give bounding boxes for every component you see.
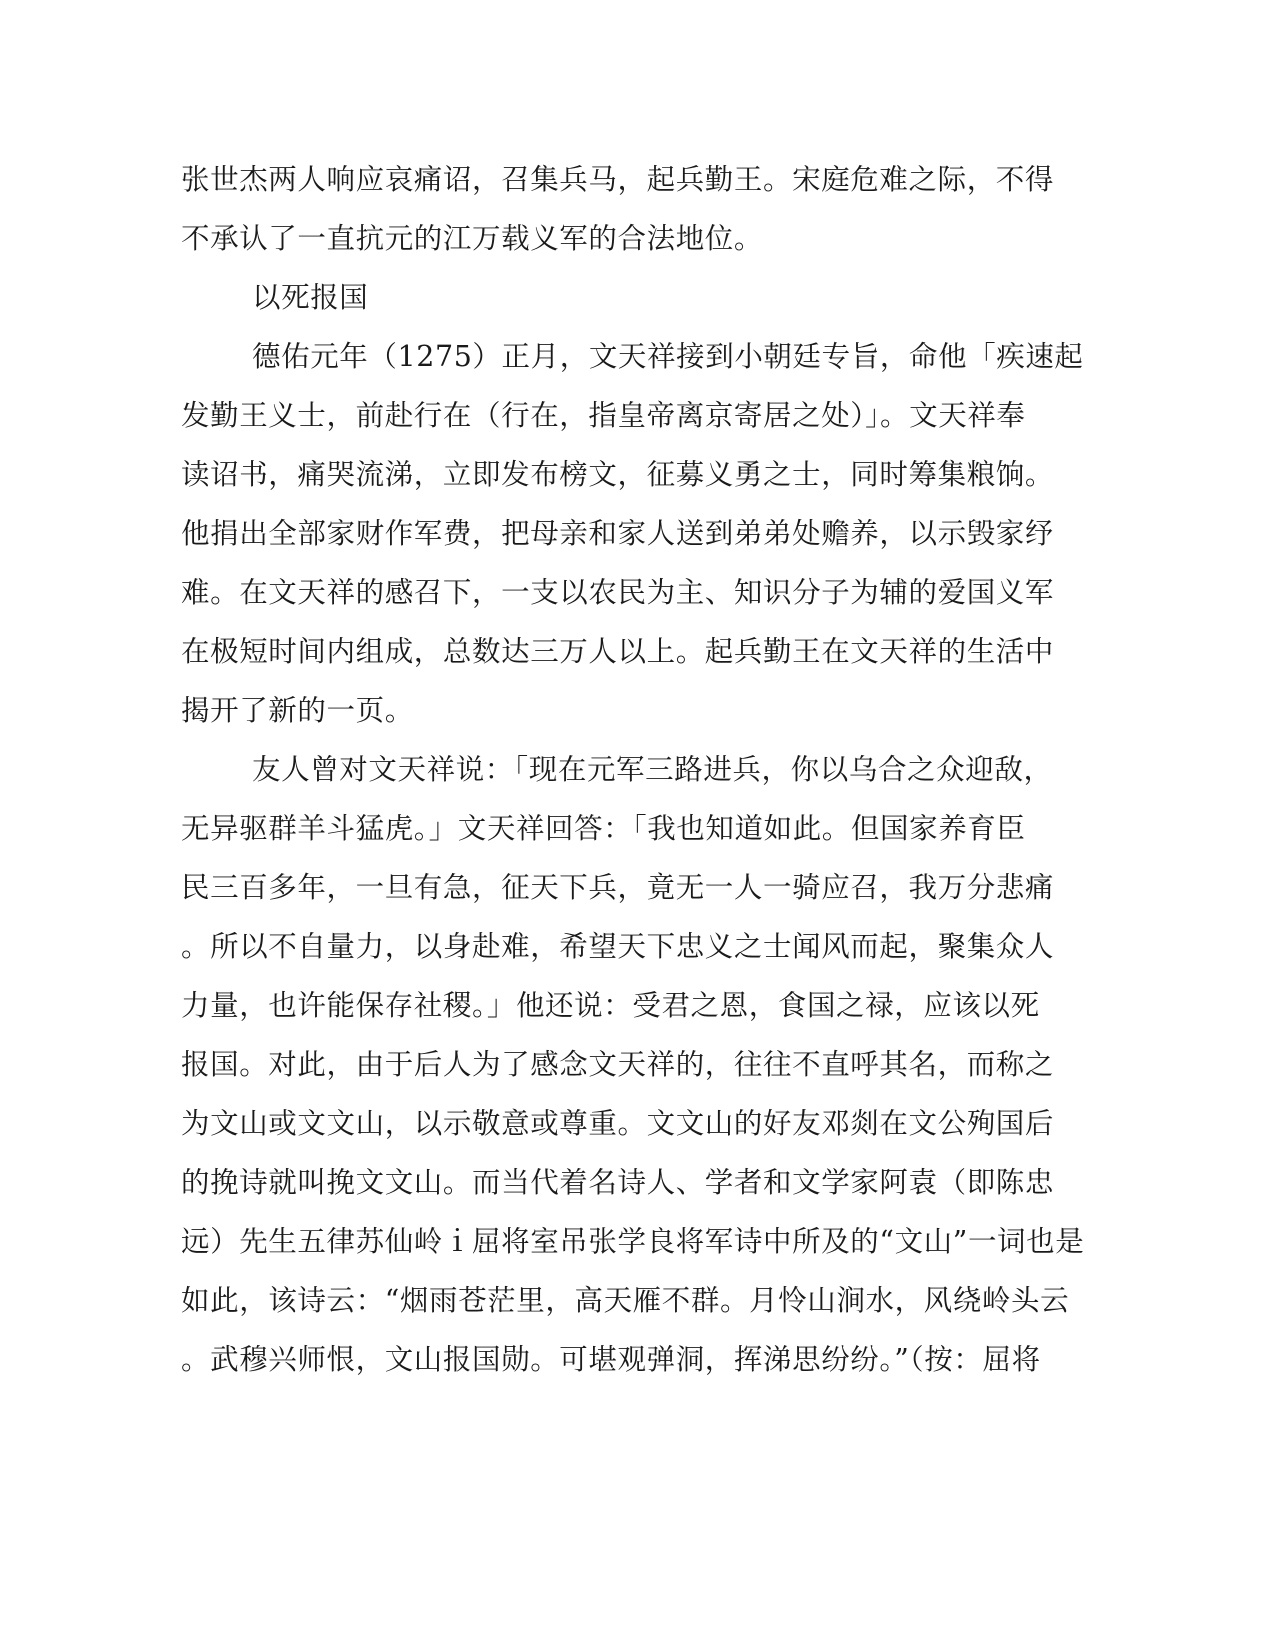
section-heading: 以死报国 [252, 281, 369, 314]
text-line-9: 在极短时间内组成，总数达三万人以上。起兵勤王在文天祥的生活中 [181, 635, 1055, 668]
text-line-1: 张世杰两人响应哀痛诏，召集兵马，起兵勤王。宋庭危难之际，不得 [181, 163, 1055, 196]
text-line-20: 如此，该诗云：“烟雨苍茫里，高天雁不群。月怜山涧水，风绕岭头云 [181, 1284, 1070, 1317]
text-line-5: 发勤王义士，前赴行在（行在，指皇帝离京寄居之处）」。文天祥奉 [181, 399, 1026, 432]
text-line-13: 民三百多年，一旦有急，征天下兵，竟无一人一骑应召，我万分悲痛 [181, 871, 1055, 904]
text-line-4: 德佑元年（1275）正月，文天祥接到小朝廷专旨，命他「疾速起 [252, 340, 1084, 373]
text-line-14: 。所以不自量力，以身赴难，希望天下忠义之士闻风而起，聚集众人 [181, 930, 1055, 963]
text-line-11: 友人曾对文天祥说：「现在元军三路进兵，你以乌合之众迎敌， [252, 753, 1053, 786]
text-line-17: 为文山或文文山，以示敬意或尊重。文文山的好友邓剡在文公殉国后 [181, 1107, 1055, 1140]
text-line-16: 报国。对此，由于后人为了感念文天祥的，往往不直呼其名，而称之 [181, 1048, 1055, 1081]
text-line-2: 不承认了一直抗元的江万载义军的合法地位。 [181, 222, 764, 255]
text-line-15: 力量，也许能保存社稷。」他还说：受君之恩，食国之禄，应该以死 [181, 989, 1040, 1022]
text-line-21: 。武穆兴师恨，文山报国勋。可堪观弹洞，挥涕思纷纷。”（按：屈将 [181, 1343, 1041, 1376]
text-line-6: 读诏书，痛哭流涕，立即发布榜文，征募义勇之士，同时筹集粮饷。 [181, 458, 1055, 491]
text-line-7: 他捐出全部家财作军费，把母亲和家人送到弟弟处赡养，以示毁家纾 [181, 517, 1055, 550]
text-line-10: 揭开了新的一页。 [181, 694, 414, 727]
text-line-18: 的挽诗就叫挽文文山。而当代着名诗人、学者和文学家阿袁（即陈忠 [181, 1166, 1055, 1199]
text-line-19: 远）先生五律苏仙岭ｉ屈将室吊张学良将军诗中所及的“文山”一词也是 [181, 1225, 1085, 1258]
text-line-12: 无异驱群羊斗猛虎。」文天祥回答：「我也知道如此。但国家养育臣 [181, 812, 1026, 845]
text-line-8: 难。在文天祥的感召下，一支以农民为主、知识分子为辅的爱国义军 [181, 576, 1055, 609]
